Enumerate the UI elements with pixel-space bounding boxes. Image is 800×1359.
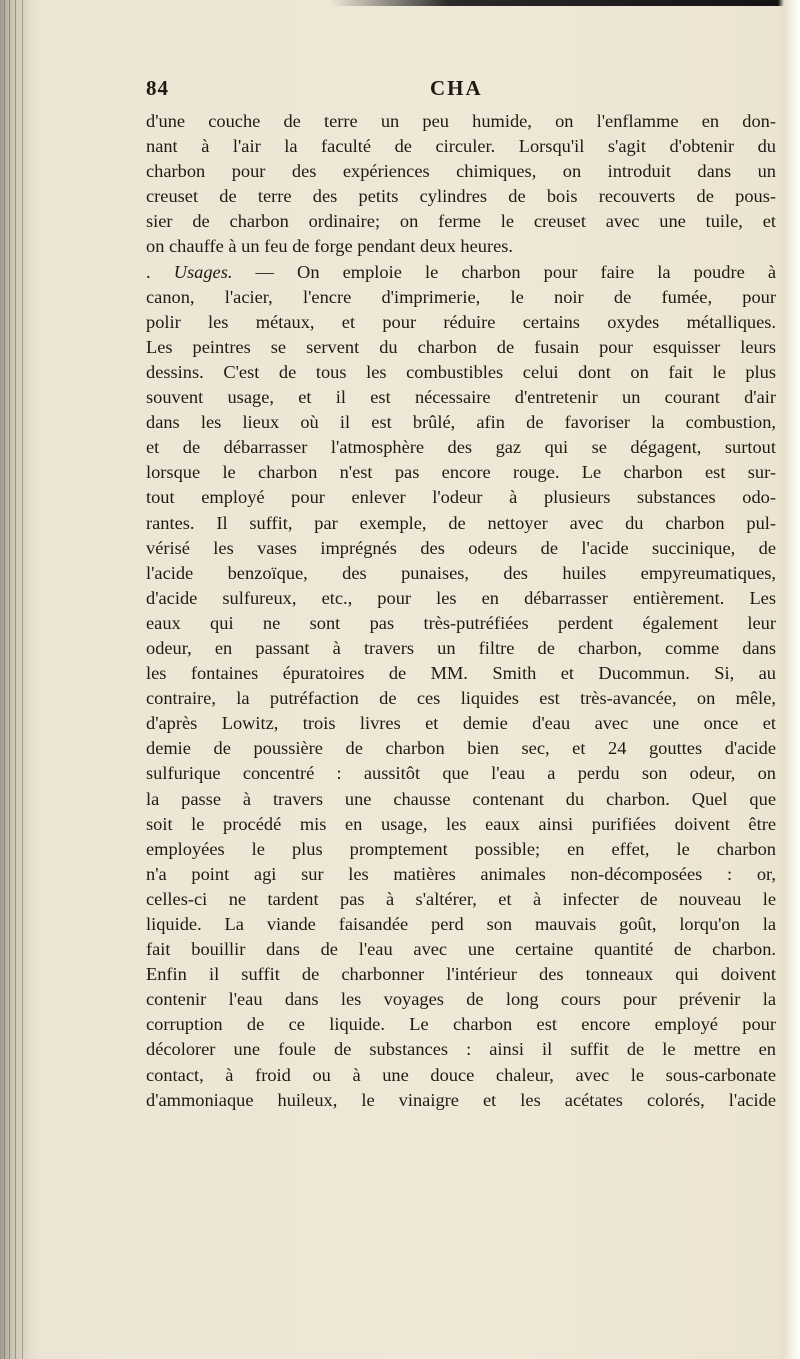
gutter-line [4, 0, 5, 1359]
text-line: la passe à travers une chausse contenant du charbon. Quel que [146, 788, 776, 809]
text-line: d'après Lowitz, trois livres et demie d'eau avec une once et [146, 713, 776, 734]
page-header [146, 76, 776, 104]
text-line: sier de charbon ordinaire; on ferme le creuset avec une tuile, et [146, 211, 776, 232]
text-line: n'a point agi sur les matières animales non-décomposées : or, [146, 863, 776, 884]
text-line: odeur, en passant à travers un filtre de charbon, comme dans [146, 637, 776, 658]
text-line: l'acide benzoïque, des punaises, des huiles empyreumatiques, [146, 562, 776, 583]
text-line: les fontaines épuratoires de MM. Smith et Ducommun. Si, au [146, 663, 776, 684]
text-line: d'une couche de terre un peu humide, on l'enflamme en don- [146, 111, 776, 131]
text-line: d'acide sulfureux, etc., pour les en débarrasser entièrement. Les [146, 587, 776, 608]
text-line: souvent usage, et il est nécessaire d'entretenir un courant d'air [146, 387, 776, 408]
text-line: polir les métaux, et pour réduire certains oxydes métalliques. [146, 311, 776, 332]
text-line: dans les lieux où il est brûlé, afin de favoriser la combustion, [146, 412, 776, 433]
text-line: sulfurique concentré : aussitôt que l'eau a perdu son odeur, on [146, 763, 776, 784]
scan-top-edge [330, 0, 800, 6]
gutter-line [15, 0, 16, 1359]
text-line: contraire, la putréfaction de ces liquides est très-avancée, on mêle, [146, 688, 776, 709]
text-line: corruption de ce liquide. Le charbon est encore employé pour [146, 1014, 776, 1035]
text-line: celles-ci ne tardent pas à s'altérer, et à infecter de nouveau le [146, 888, 776, 909]
usages-heading: Usages. [173, 261, 233, 282]
text-line: demie de poussière de charbon bien sec, et 24 gouttes d'acide [146, 738, 776, 759]
text-line: charbon pour des expériences chimiques, on introduit dans un [146, 161, 776, 182]
text-line [146, 260, 776, 285]
text-line: on chauffe à un feu de forge pendant deux heures. [146, 236, 513, 257]
text-line: eaux qui ne sont pas très-putréfiées perdent également leur [146, 612, 776, 633]
gutter-line [9, 0, 10, 1359]
running-head: CHA [430, 76, 483, 100]
body-text [146, 109, 776, 1113]
text-line: décolorer une foule de substances : ainsi il suffit de le mettre en [146, 1039, 776, 1060]
text-line: liquide. La viande faisandée perd son mauvais goût, lorqu'on la [146, 914, 776, 934]
text-line: fait bouillir dans de l'eau avec une certaine quantité de charbon. [146, 939, 776, 960]
text-line: creuset de terre des petits cylindres de bois recouverts de pous- [146, 186, 776, 207]
page-right-edge [778, 0, 800, 1359]
text-line: canon, l'acier, l'encre d'imprimerie, le noir de fumée, pour [146, 286, 776, 307]
gutter-line [22, 0, 23, 1359]
text-line: Enfin il suffit de charbonner l'intérieur des tonneaux qui doivent [146, 964, 776, 985]
page-number: 84 [146, 76, 169, 100]
text-line: contact, à froid ou à une douce chaleur, avec le sous-carbonate [146, 1064, 776, 1085]
usages-text: — On emploie le charbon pour faire la poudre à [232, 261, 776, 282]
usages-prefix: . [146, 261, 174, 282]
text-line: rantes. Il suffit, par exemple, de nettoyer avec du charbon pul- [146, 512, 776, 533]
text-line: employées le plus promptement possible; en effet, le charbon [146, 838, 776, 859]
text-line: et de débarrasser l'atmosphère des gaz qui se dégagent, surtout [146, 437, 776, 458]
text-line: nant à l'air la faculté de circuler. Lorsqu'il s'agit d'obtenir du [146, 136, 776, 157]
text-line: Les peintres se servent du charbon de fusain pour esquisser leurs [146, 336, 776, 357]
text-line: dessins. C'est de tous les combustibles celui dont on fait le plus [146, 361, 776, 382]
text-line: soit le procédé mis en usage, les eaux ainsi purifiées doivent être [146, 813, 776, 834]
text-line: tout employé pour enlever l'odeur à plusieurs substances odo- [146, 487, 776, 508]
text-line: d'ammoniaque huileux, le vinaigre et les acétates colorés, l'acide [146, 1089, 776, 1110]
text-line: vérisé les vases imprégnés des odeurs de l'acide succinique, de [146, 537, 776, 558]
text-line: contenir l'eau dans les voyages de long cours pour prévenir la [146, 989, 776, 1010]
text-line: lorsque le charbon n'est pas encore rouge. Le charbon est sur- [146, 462, 776, 483]
